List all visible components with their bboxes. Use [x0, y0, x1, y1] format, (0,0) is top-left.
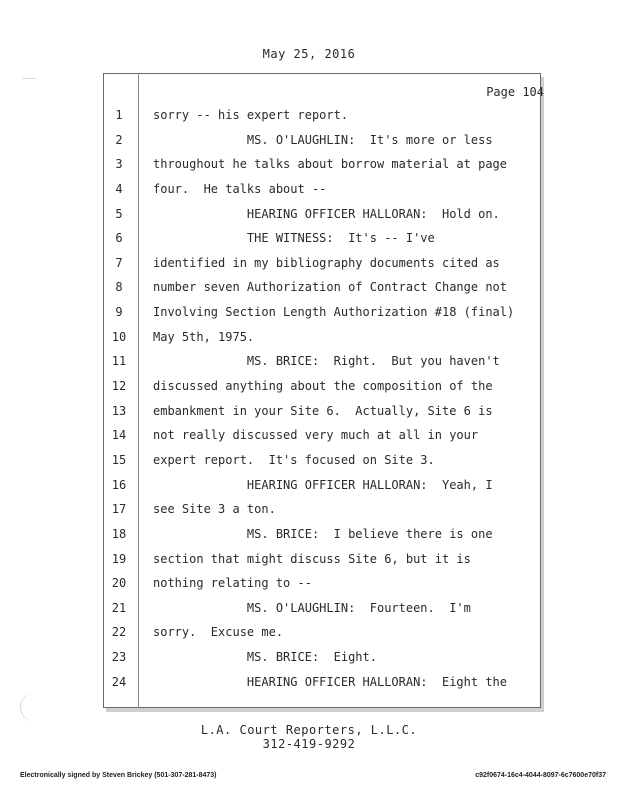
transcript-line [103, 645, 543, 670]
line-number: 18 [111, 526, 127, 541]
transcript-line [103, 177, 543, 202]
line-number: 5 [115, 206, 123, 221]
line-number: 17 [111, 502, 127, 517]
line-number: 6 [115, 231, 123, 246]
line-number: 3 [115, 157, 123, 172]
line-text: four. He talks about -- [153, 181, 327, 196]
line-text: THE WITNESS: It's -- I've [153, 231, 435, 246]
line-text: section that might discuss Site 6, but it is [153, 551, 471, 566]
line-text: MS. BRICE: Right. But you haven't [153, 354, 500, 369]
transcript-line [103, 202, 543, 227]
line-text: sorry -- his expert report. [153, 108, 349, 122]
transcript-line [103, 226, 543, 251]
transcript-line [103, 399, 543, 424]
line-number: 20 [111, 576, 127, 591]
transcript-line [103, 596, 543, 621]
line-number: 23 [111, 650, 127, 665]
line-text: identified in my bibliography documents cited as [153, 255, 500, 270]
line-text: May 5th, 1975. [153, 329, 255, 344]
electronic-signature: Electronically signed by Steven Brickey (501-307-281-8473) [20, 772, 217, 779]
line-number: 10 [111, 329, 127, 344]
document-hash: c92f0674-16c4-4044-8097-6c7600e70f37 [475, 772, 606, 779]
line-number: 16 [111, 477, 127, 492]
transcript-line [103, 497, 543, 522]
line-number: 22 [111, 625, 127, 640]
transcript-line [103, 547, 543, 572]
line-text: embankment in your Site 6. Actually, Site 6 is [153, 403, 493, 418]
transcript-line [103, 571, 543, 596]
margin-tick [22, 78, 36, 79]
transcript-line [103, 103, 543, 128]
line-text: discussed anything about the composition of the [153, 379, 493, 394]
line-number: 4 [115, 181, 123, 196]
line-number: 11 [111, 354, 127, 369]
transcript-line [103, 325, 543, 350]
line-text: Involving Section Length Authorization #18 (final) [153, 305, 515, 320]
line-text: see Site 3 a ton. [153, 502, 276, 517]
line-number: 9 [115, 305, 123, 320]
line-text: MS. BRICE: I believe there is one [153, 526, 493, 541]
transcript-line [103, 374, 543, 399]
transcript-line [103, 152, 543, 177]
binding-hole-mark [20, 693, 41, 721]
line-number: 7 [115, 255, 123, 270]
transcript-line [103, 473, 543, 498]
line-number: 14 [111, 428, 127, 443]
line-text: not really discussed very much at all in your [153, 428, 479, 443]
header-date: May 25, 2016 [262, 47, 356, 61]
line-text: HEARING OFFICER HALLORAN: Eight the [153, 674, 508, 689]
transcript-line [103, 300, 543, 325]
transcript-line [103, 620, 543, 645]
transcript-line [103, 448, 543, 473]
transcript-line [103, 349, 543, 374]
line-number: 1 [115, 108, 123, 122]
transcript-line [103, 423, 543, 448]
line-number: 15 [111, 452, 127, 467]
court-reporter-phone: 312-419-9292 [262, 737, 356, 751]
line-text: HEARING OFFICER HALLORAN: Hold on. [153, 206, 500, 221]
line-text: MS. O'LAUGHLIN: It's more or less [153, 132, 493, 147]
line-text: nothing relating to -- [153, 576, 312, 591]
line-number: 8 [115, 280, 123, 295]
transcript-line [103, 275, 543, 300]
line-number: 13 [111, 403, 127, 418]
line-text: throughout he talks about borrow material at page [153, 157, 508, 172]
line-text: sorry. Excuse me. [153, 625, 284, 640]
line-number: 21 [111, 600, 127, 615]
line-text: MS. O'LAUGHLIN: Fourteen. I'm [153, 600, 471, 615]
line-text: MS. BRICE: Eight. [153, 650, 377, 665]
line-number: 2 [115, 132, 123, 147]
line-text: number seven Authorization of Contract Change not [153, 280, 508, 295]
line-number: 24 [111, 674, 127, 689]
line-number: 12 [111, 379, 127, 394]
line-number: 19 [111, 551, 127, 566]
line-text: HEARING OFFICER HALLORAN: Yeah, I [153, 477, 493, 492]
page-number: Page 104 [486, 85, 544, 99]
transcript-lines [103, 103, 543, 694]
transcript-line [103, 251, 543, 276]
transcript-line [103, 670, 543, 695]
transcript-line [103, 128, 543, 153]
line-text: expert report. It's focused on Site 3. [153, 452, 435, 467]
transcript-line [103, 522, 543, 547]
court-reporter-name: L.A. Court Reporters, L.L.C. [200, 723, 418, 737]
